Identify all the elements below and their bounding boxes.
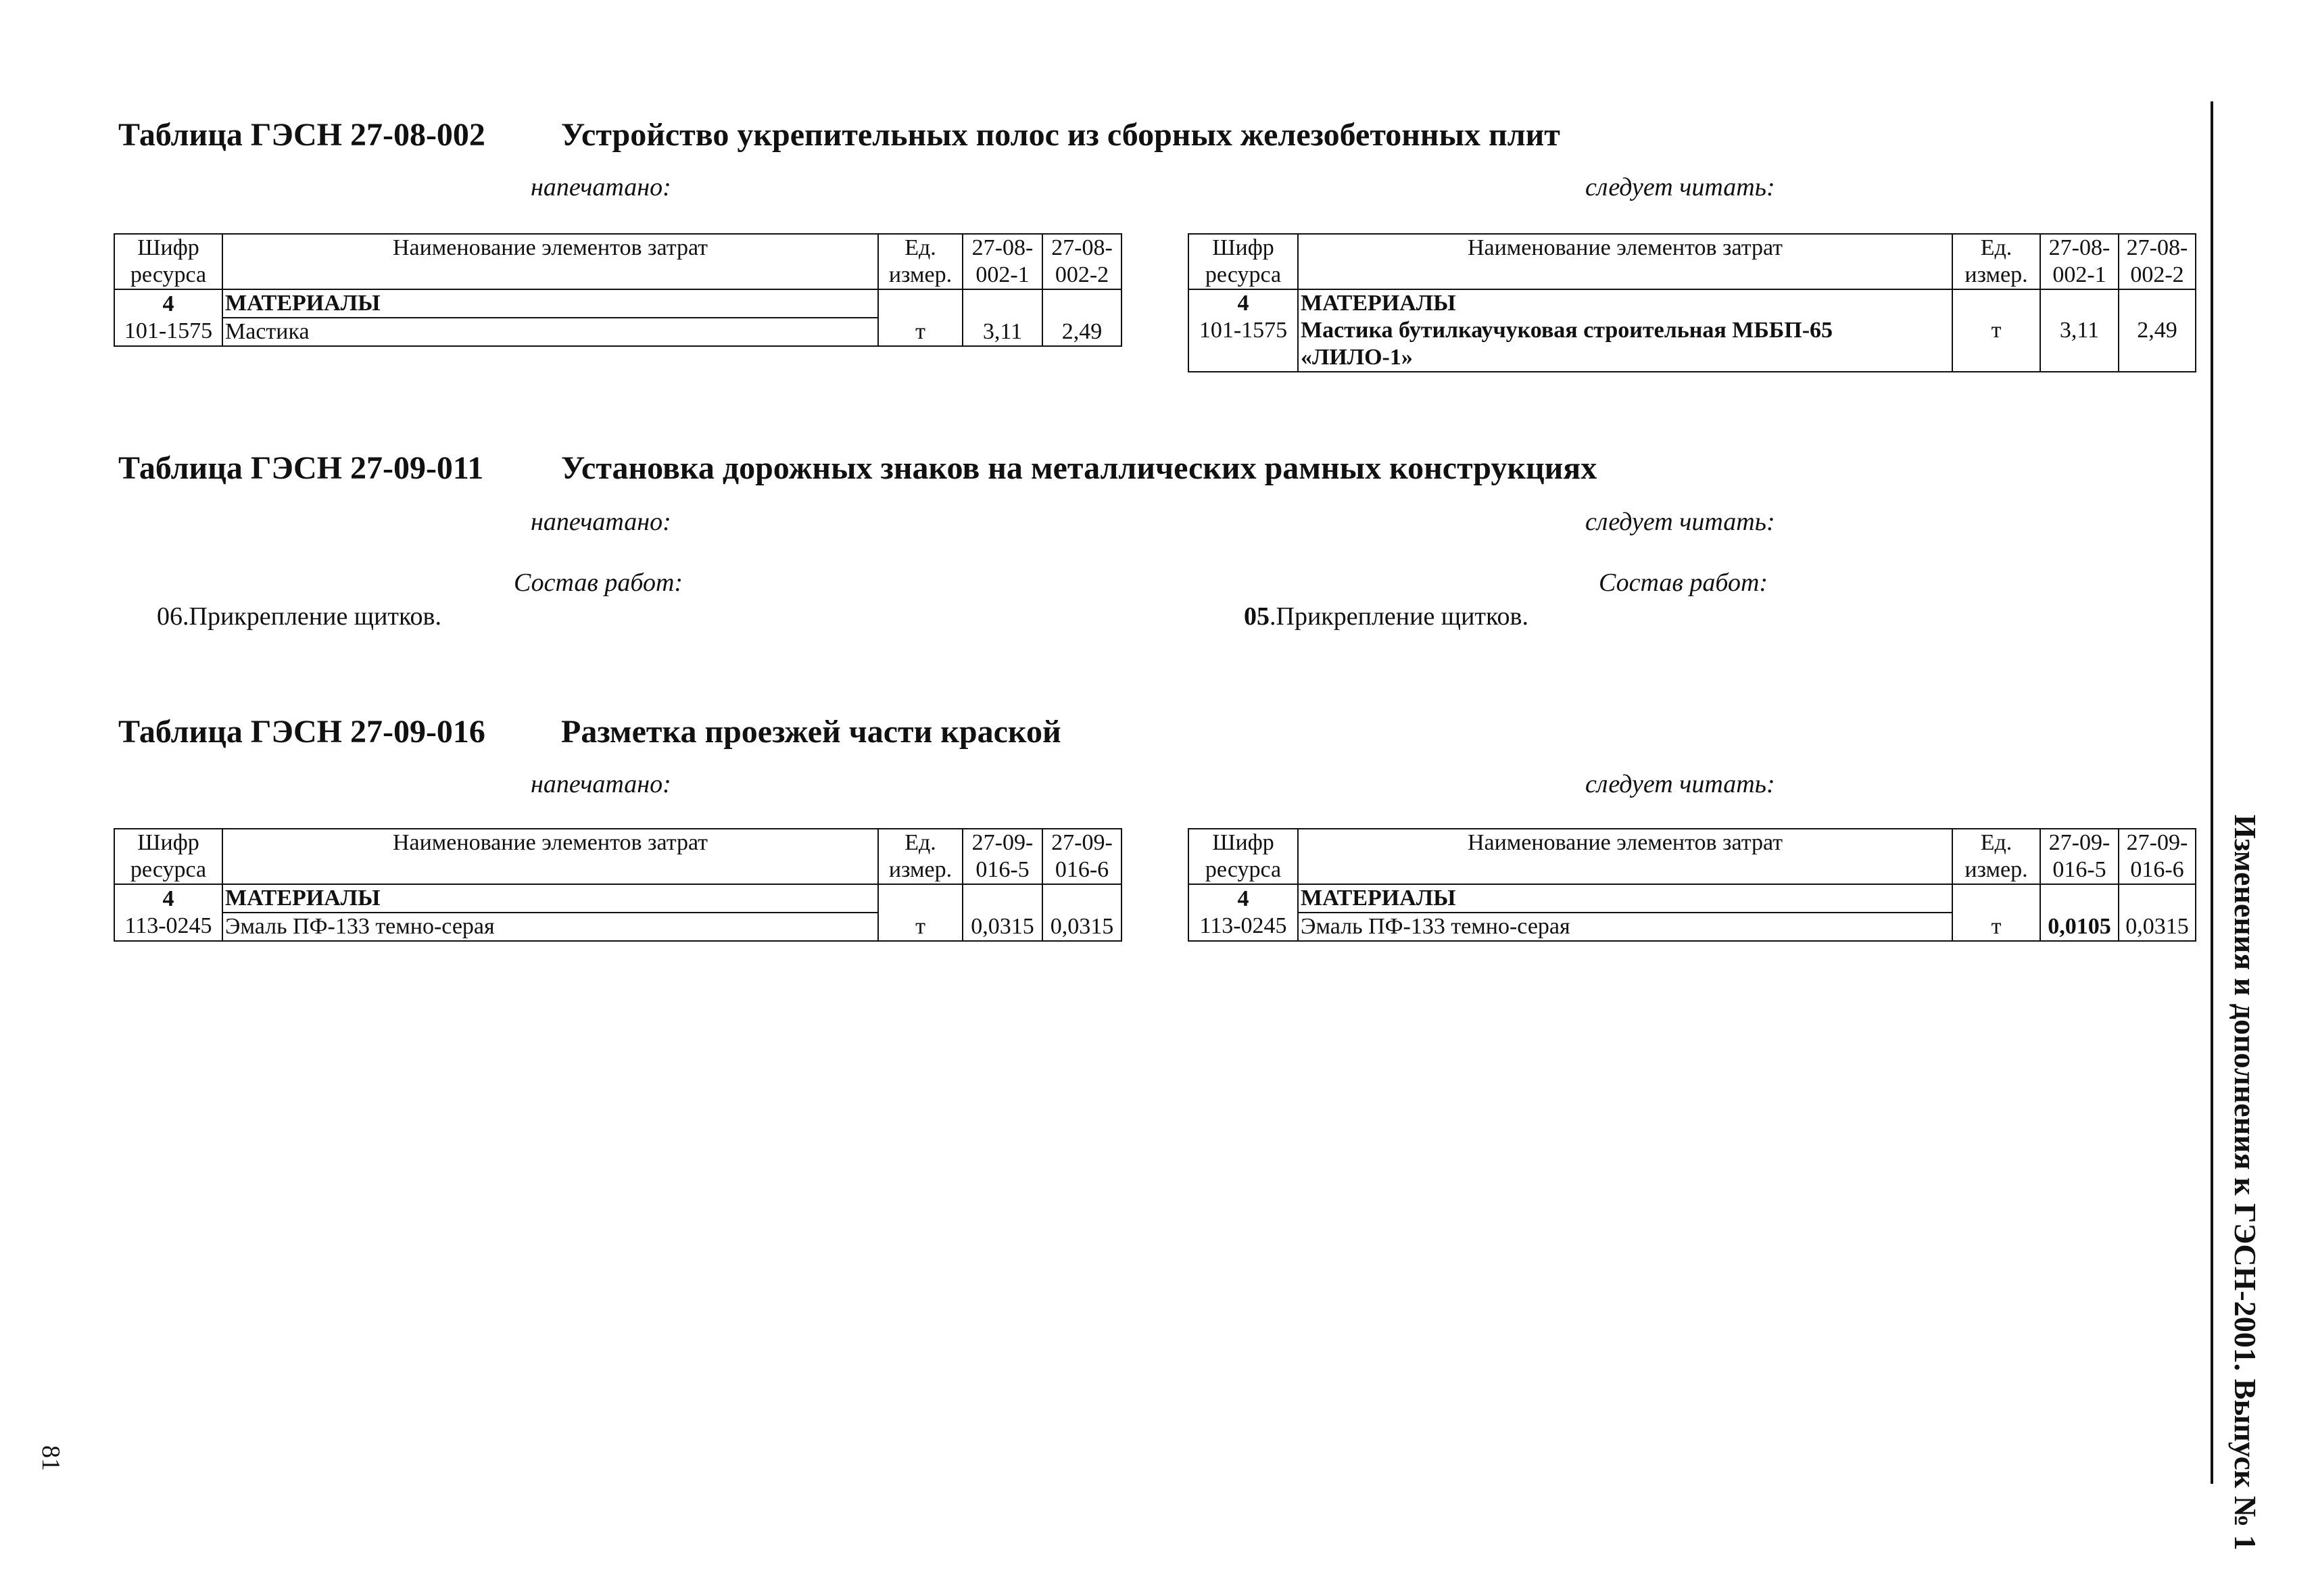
row-unit: т bbox=[1952, 884, 2040, 941]
page-number: 81 bbox=[37, 1445, 65, 1471]
header-code-line2: ресурса bbox=[1205, 857, 1282, 882]
right-work-caption: Состав работ: bbox=[1599, 569, 1768, 597]
side-rule bbox=[2211, 101, 2213, 1484]
header-col2-line2: 016-6 bbox=[2130, 857, 2184, 882]
header-code-line2: ресурса bbox=[1205, 262, 1282, 287]
header-col2 bbox=[1042, 234, 1121, 289]
left-work-caption: Состав работ: bbox=[514, 569, 683, 597]
row-name-line1: Мастика бутилкаучуковая строительная МББП-65 bbox=[1301, 318, 1833, 343]
header-code bbox=[114, 234, 222, 289]
section-1-heading: Устройство укрепительных полос из сборных железобетонных плит bbox=[561, 117, 1560, 153]
row-v1: 3,11 bbox=[2040, 289, 2119, 372]
section-1-printed-caption: напечатано: bbox=[531, 173, 671, 201]
row-name-cell bbox=[1298, 289, 1952, 372]
header-col2 bbox=[2119, 234, 2196, 289]
right-work-item bbox=[1244, 602, 1528, 631]
header-col1 bbox=[2040, 234, 2119, 289]
cell-codes bbox=[114, 289, 222, 346]
header-unit-line1: Ед. bbox=[1980, 235, 2012, 260]
section-1-label: Таблица ГЭСН 27-08-002 bbox=[118, 117, 485, 153]
cell-codes bbox=[114, 884, 222, 941]
header-name: Наименование элементов затрат bbox=[222, 234, 878, 289]
group-code: 4 bbox=[1237, 291, 1249, 316]
header-code bbox=[1188, 234, 1298, 289]
header-unit bbox=[1952, 234, 2040, 289]
row-v1: 3,11 bbox=[963, 289, 1042, 346]
row-v1: 0,0105 bbox=[2040, 884, 2119, 941]
header-col2-line2: 002-2 bbox=[2130, 262, 2184, 287]
group-code: 4 bbox=[1237, 886, 1249, 911]
header-col1-line1: 27-08- bbox=[2048, 235, 2110, 260]
section-1-read-caption: следует читать: bbox=[1585, 173, 1775, 201]
header-name: Наименование элементов затрат bbox=[222, 829, 878, 884]
header-code-line1: Шифр bbox=[137, 235, 199, 260]
header-unit-line1: Ед. bbox=[904, 830, 936, 855]
side-caption: Изменения и дополнения к ГЭСН-2001. Выпуск № 1 bbox=[2228, 815, 2263, 1551]
right-work-item-num: 05 bbox=[1244, 602, 1270, 631]
header-col1-line2: 002-1 bbox=[975, 262, 1030, 287]
section-3-label: Таблица ГЭСН 27-09-016 bbox=[118, 714, 485, 750]
row-name: Мастика bbox=[222, 318, 878, 346]
header-unit-line2: измер. bbox=[1964, 262, 2028, 287]
group-code: 4 bbox=[162, 886, 174, 911]
header-unit-line1: Ед. bbox=[904, 235, 936, 260]
table-row bbox=[114, 884, 1121, 913]
row-unit: т bbox=[1952, 289, 2040, 372]
header-col1 bbox=[2040, 829, 2119, 884]
header-col1-line1: 27-08- bbox=[971, 235, 1034, 260]
section-2-printed-caption: напечатано: bbox=[531, 508, 671, 536]
header-col2 bbox=[2119, 829, 2196, 884]
header-code-line1: Шифр bbox=[1212, 235, 1274, 260]
header-unit bbox=[1952, 829, 2040, 884]
row-code: 113-0245 bbox=[124, 913, 212, 938]
header-col1-line2: 016-5 bbox=[2052, 857, 2106, 882]
header-col2-line1: 27-08- bbox=[1051, 235, 1113, 260]
table-row bbox=[114, 289, 1121, 318]
row-code: 101-1575 bbox=[1199, 318, 1288, 343]
header-col1 bbox=[963, 829, 1042, 884]
row-code: 113-0245 bbox=[1199, 913, 1287, 938]
row-unit: т bbox=[878, 884, 963, 941]
header-col1-line1: 27-09- bbox=[971, 830, 1034, 855]
section-2-heading: Установка дорожных знаков на металлических рамных конструкциях bbox=[561, 450, 1597, 486]
header-col2-line2: 002-2 bbox=[1055, 262, 1109, 287]
section-1-left-table bbox=[114, 233, 1122, 347]
header-col1-line2: 016-5 bbox=[975, 857, 1030, 882]
section-3-printed-caption: напечатано: bbox=[531, 770, 671, 798]
row-unit: т bbox=[878, 289, 963, 346]
group-name: МАТЕРИАЛЫ bbox=[1301, 291, 1456, 316]
header-col2-line1: 27-09- bbox=[2126, 830, 2188, 855]
section-3-heading: Разметка проезжей части краской bbox=[561, 714, 1061, 750]
row-v2: 0,0315 bbox=[2119, 884, 2196, 941]
row-code: 101-1575 bbox=[124, 318, 213, 343]
row-v2: 0,0315 bbox=[1042, 884, 1121, 941]
header-col1-line2: 002-1 bbox=[2052, 262, 2106, 287]
group-name: МАТЕРИАЛЫ bbox=[222, 884, 878, 913]
header-code-line2: ресурса bbox=[130, 262, 207, 287]
table-row bbox=[1188, 289, 2196, 372]
header-code bbox=[1188, 829, 1298, 884]
section-3-left-table bbox=[114, 828, 1122, 942]
header-col2 bbox=[1042, 829, 1121, 884]
table-row bbox=[1188, 884, 2196, 913]
spacer bbox=[1191, 344, 1295, 371]
table-header-row bbox=[114, 829, 1121, 884]
row-name: Эмаль ПФ-133 темно-серая bbox=[1298, 913, 1952, 941]
header-col2-line1: 27-08- bbox=[2126, 235, 2188, 260]
header-col2-line1: 27-09- bbox=[1051, 830, 1113, 855]
left-work-item: 06.Прикрепление щитков. bbox=[157, 602, 441, 631]
row-v2: 2,49 bbox=[1042, 289, 1121, 346]
header-col1-line1: 27-09- bbox=[2048, 830, 2110, 855]
header-code-line1: Шифр bbox=[1212, 830, 1274, 855]
header-code bbox=[114, 829, 222, 884]
table-header-row bbox=[114, 234, 1121, 289]
table-header-row bbox=[1188, 829, 2196, 884]
header-unit bbox=[878, 829, 963, 884]
section-3-right-table bbox=[1188, 828, 2196, 942]
group-name: МАТЕРИАЛЫ bbox=[1298, 884, 1952, 913]
row-v2: 2,49 bbox=[2119, 289, 2196, 372]
table-header-row bbox=[1188, 234, 2196, 289]
cell-codes bbox=[1188, 884, 1298, 941]
row-name-line2: «ЛИЛО-1» bbox=[1301, 345, 1413, 370]
section-3-read-caption: следует читать: bbox=[1585, 770, 1775, 798]
header-name: Наименование элементов затрат bbox=[1298, 829, 1952, 884]
header-unit-line1: Ед. bbox=[1980, 830, 2012, 855]
group-code: 4 bbox=[162, 291, 174, 316]
right-work-item-text: .Прикрепление щитков. bbox=[1270, 602, 1528, 631]
header-unit-line2: измер. bbox=[1964, 857, 2028, 882]
header-code-line2: ресурса bbox=[130, 857, 207, 882]
row-name: Эмаль ПФ-133 темно-серая bbox=[222, 913, 878, 941]
cell-codes bbox=[1188, 289, 1298, 372]
section-2-read-caption: следует читать: bbox=[1585, 508, 1775, 536]
group-name: МАТЕРИАЛЫ bbox=[222, 289, 878, 318]
header-code-line1: Шифр bbox=[137, 830, 199, 855]
row-v1: 0,0315 bbox=[963, 884, 1042, 941]
header-unit-line2: измер. bbox=[888, 262, 952, 287]
section-2-label: Таблица ГЭСН 27-09-011 bbox=[118, 450, 484, 486]
section-1-right-table bbox=[1188, 233, 2196, 372]
header-unit bbox=[878, 234, 963, 289]
header-col1 bbox=[963, 234, 1042, 289]
header-unit-line2: измер. bbox=[888, 857, 952, 882]
header-name: Наименование элементов затрат bbox=[1298, 234, 1952, 289]
header-col2-line2: 016-6 bbox=[1055, 857, 1109, 882]
